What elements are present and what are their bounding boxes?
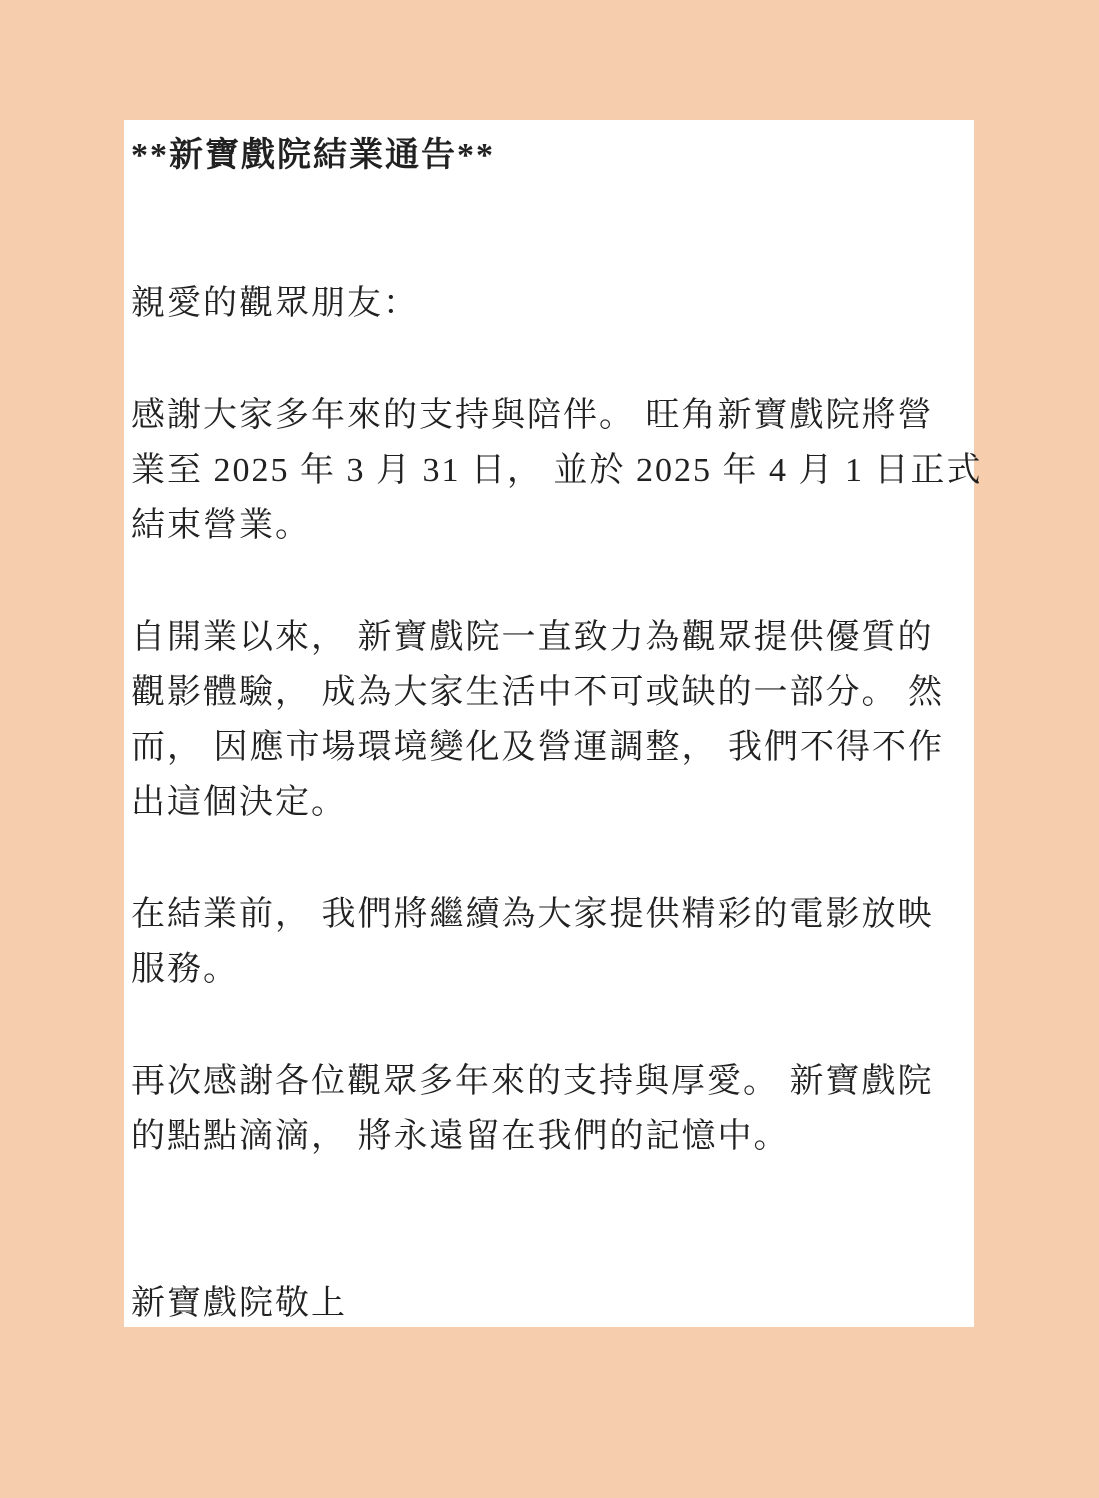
text-line: 出這個決定。 xyxy=(131,784,347,821)
paragraph-thanks xyxy=(131,1054,966,1164)
text-line: 結束營業。 xyxy=(131,507,311,544)
text-line: 業至 2025 年 3 月 31 日， 並於 2025 年 4 月 1 日正式 xyxy=(131,452,983,489)
text-line: 的點點滴滴， 將永遠留在我們的記憶中。 xyxy=(131,1118,790,1155)
text-line: 觀影體驗， 成為大家生活中不可或缺的一部分。 然 xyxy=(131,674,944,711)
text-line: 再次感謝各位觀眾多年來的支持與厚愛。 新寶戲院 xyxy=(131,1063,934,1100)
paragraph-closure-date xyxy=(131,388,983,553)
text-line: 服務。 xyxy=(131,951,239,988)
salutation-line: 親愛的觀眾朋友： xyxy=(131,285,419,322)
paragraph-continuing-service xyxy=(131,887,966,997)
paragraph-reason xyxy=(131,610,966,830)
notice-title: **新寶戲院結業通告** xyxy=(131,137,495,174)
notice-card xyxy=(124,120,983,1327)
text-line: 自開業以來， 新寶戲院一直致力為觀眾提供優質的 xyxy=(131,619,934,656)
text-line: 而， 因應市場環境變化及營運調整， 我們不得不作 xyxy=(131,729,944,766)
text-line: 在結業前， 我們將繼續為大家提供精彩的電影放映 xyxy=(131,896,934,933)
signature-line: 新寶戲院敬上 xyxy=(131,1285,347,1322)
text-line: 感謝大家多年來的支持與陪伴。 旺角新寶戲院將營 xyxy=(131,397,934,434)
